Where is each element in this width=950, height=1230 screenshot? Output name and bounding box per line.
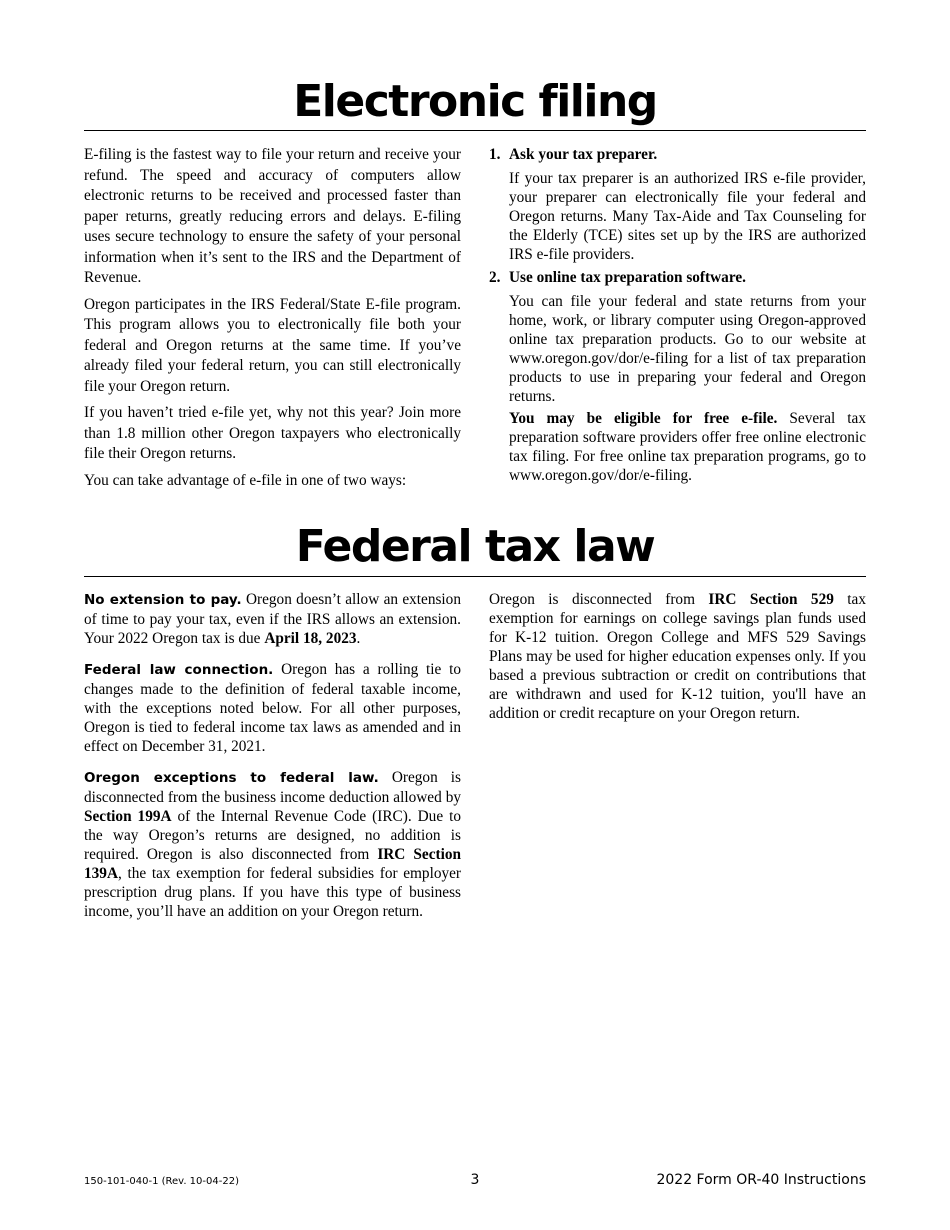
law-connection-paragraph <box>84 660 461 756</box>
law-connection-text: Oregon has a rolling tie to changes made to the definition of federal taxable income, with the exceptions noted below. For all other purposes, Oregon is tied to federal income tax laws as amended and in effect on December 31, 2021. <box>84 661 461 755</box>
way-2-heading: Use online tax preparation software. <box>509 268 746 286</box>
efile-ways-list <box>489 145 866 485</box>
efile-intro-2: Oregon participates in the IRS Federal/State E-file program. This program allows you to electronically file both your federal and Oregon returns at the same time. If you’ve already filed your federal return, you can still electronically file your Oregon return. <box>84 295 461 395</box>
efile-right-column <box>489 145 866 497</box>
fedlaw-left-column <box>84 590 461 933</box>
efile-intro-3: If you haven’t tried e-file yet, why not this year? Join more than 1.8 million other Oregon taxpayers who electronically file their Oregon returns. <box>84 404 461 462</box>
free-efile-text: Several tax preparation software providers offer free online electronic tax filing. For free online tax preparation programs, go to www.oregon.gov/dor/e-filing. <box>509 410 866 484</box>
no-extension-paragraph <box>84 590 461 648</box>
no-extension-lead: No extension to pay. <box>84 592 242 608</box>
exceptions-lead: Oregon exceptions to federal law. <box>84 770 379 786</box>
irc-section-139a: IRC Section 139A <box>84 846 461 882</box>
due-date: April 18, 2023 <box>264 630 357 647</box>
way-1-heading: Ask your tax preparer. <box>509 146 658 163</box>
efile-columns <box>84 145 866 497</box>
exceptions-paragraph <box>84 768 461 921</box>
efile-way-2 <box>489 268 866 486</box>
fedlaw-columns <box>84 590 866 933</box>
efile-rule <box>84 130 866 131</box>
efile-way-1 <box>489 145 866 264</box>
no-extension-end: . <box>356 630 361 647</box>
efile-intro-4: You can take advantage of e-file in one of two ways: <box>84 471 407 489</box>
section-529-text-2: tax exemption for earnings on college savings plan funds used for K-12 tuition. Oregon College and MFS 529 Savings Plans may be used for higher education expenses only. If you based a previous subtraction or credit on contributions that are withdrawn and used for K-12 tuition, you'll have an addition or credit recapture on your Oregon return. <box>489 591 866 722</box>
fedlaw-title: Federal tax law <box>295 521 655 572</box>
way-1-text: If your tax preparer is an authorized IRS e-file provider, your preparer can electronically file your federal and Oregon returns. Many Tax-Aide and Tax Counseling for the Elderly (TCE) sites set up by the IRS are authorized IRS e-file providers. <box>509 169 866 263</box>
exceptions-text-1: Oregon is disconnected from the business income deduction allowed by <box>84 769 461 806</box>
fedlaw-right-column <box>489 590 866 933</box>
efile-intro-1: E-filing is the fastest way to file your return and receive your refund. The speed and accuracy of computers allow electronic returns to be received and processed faster than paper returns, greatly reducing errors and delays. E-filing uses secure technology to ensure the safety of your personal information when it’s sent to the IRS and the Department of Revenue. <box>84 146 461 286</box>
way-2-text: You can file your federal and state returns from your home, work, or library computer using Oregon-approved online tax preparation products. Go to our website at www.oregon.gov/dor/e-filing for a list of tax preparation products to use in preparing your federal and Oregon returns. <box>509 293 866 405</box>
section-199a: Section 199A <box>84 808 172 825</box>
efile-left-column <box>84 145 461 497</box>
law-connection-lead: Federal law connection. <box>84 662 274 678</box>
form-title: 2022 Form OR-40 Instructions <box>656 1172 866 1188</box>
efile-title: Electronic filing <box>293 76 657 127</box>
exceptions-text-3: , the tax exemption for federal subsidies for employer prescription drug plans. If you have this type of business income, you’ll have an addition on your Oregon return. <box>84 865 461 920</box>
form-code: 150-101-040-1 (Rev. 10-04-22) <box>84 1176 239 1187</box>
section-529-text-1: Oregon is disconnected from <box>489 591 709 608</box>
way-2-number: 2. <box>489 268 501 286</box>
exceptions-text-2: of the Internal Revenue Code (IRC). Due to the way Oregon’s returns are designed, no addition is required. Oregon is also disconnected from <box>84 808 461 863</box>
no-extension-text: Oregon doesn’t allow an extension of time to pay your tax, even if the IRS allows an extension. Your 2022 Oregon tax is due <box>84 591 461 647</box>
page-number: 3 <box>470 1172 480 1188</box>
section-529-paragraph <box>489 590 866 723</box>
free-efile-paragraph <box>509 409 866 485</box>
irc-section-529: IRC Section 529 <box>708 591 834 608</box>
fedlaw-rule <box>84 576 866 577</box>
page-footer <box>84 1172 866 1188</box>
free-efile-lead: You may be eligible for free e-file. <box>509 410 778 427</box>
way-1-number: 1. <box>489 146 501 163</box>
